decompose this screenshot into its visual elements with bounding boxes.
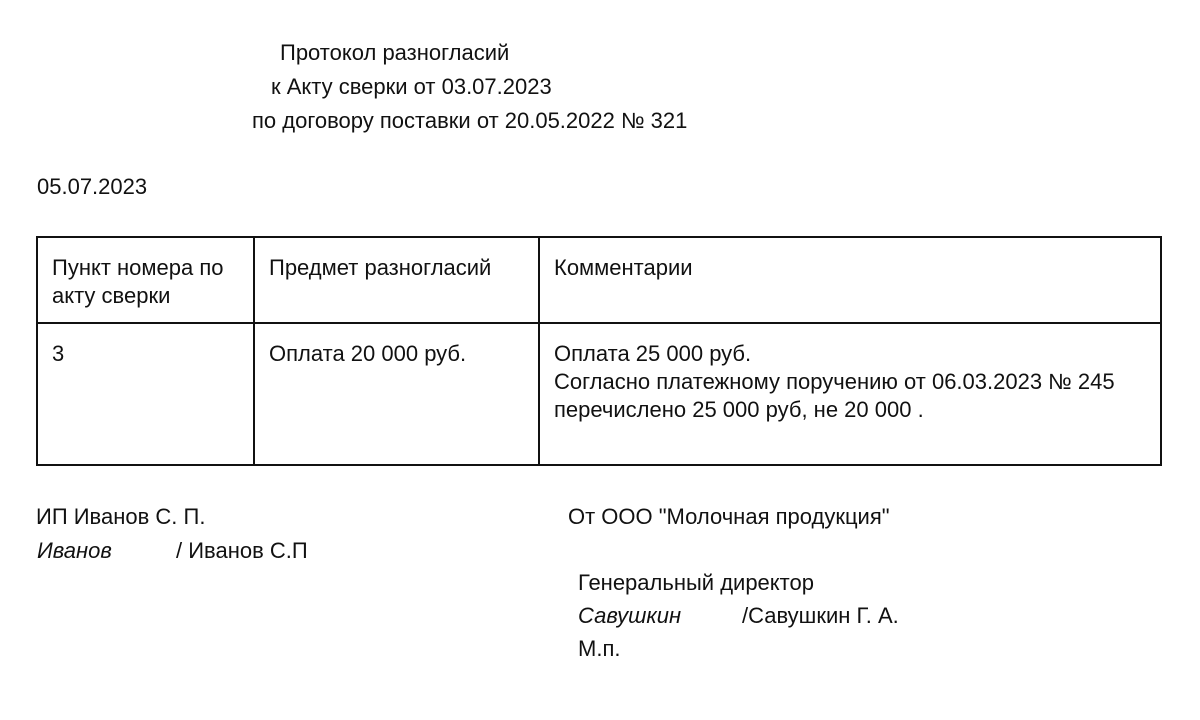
cell-comments [539, 323, 1161, 465]
comment-amount: Оплата 25 000 руб. [554, 341, 752, 366]
left-party-org: ИП Иванов С. П. [36, 504, 206, 529]
right-party-signature: Савушкин [578, 603, 682, 628]
column-header-point: Пункт номера по акту сверки [37, 237, 254, 323]
column-header-comments: Комментарии [539, 237, 1161, 323]
document-subtitle-contract: по договору поставки от 20.05.2022 № 321 [252, 108, 688, 133]
document-date: 05.07.2023 [37, 174, 148, 199]
left-party-name: / Иванов С.П [176, 538, 308, 563]
cell-point: 3 [37, 323, 254, 465]
table-header-row [37, 237, 1161, 323]
document-title: Протокол разногласий [280, 40, 510, 65]
disagreement-table [36, 236, 1162, 466]
table-row [37, 323, 1161, 465]
column-header-subject: Предмет разногласий [254, 237, 539, 323]
cell-subject: Оплата 20 000 руб. [254, 323, 539, 465]
right-party-name: /Савушкин Г. А. [742, 603, 899, 628]
right-party-org: От ООО "Молочная продукция" [568, 504, 890, 529]
right-party-position: Генеральный директор [578, 570, 814, 595]
left-party-signature: Иванов [37, 538, 112, 563]
document-subtitle-act: к Акту сверки от 03.07.2023 [271, 74, 552, 99]
comment-explanation: Согласно платежному поручению от 06.03.2023 № 245 перечислено 25 000 руб, не 20 000 . [554, 369, 1115, 422]
stamp-place: М.п. [578, 636, 621, 661]
